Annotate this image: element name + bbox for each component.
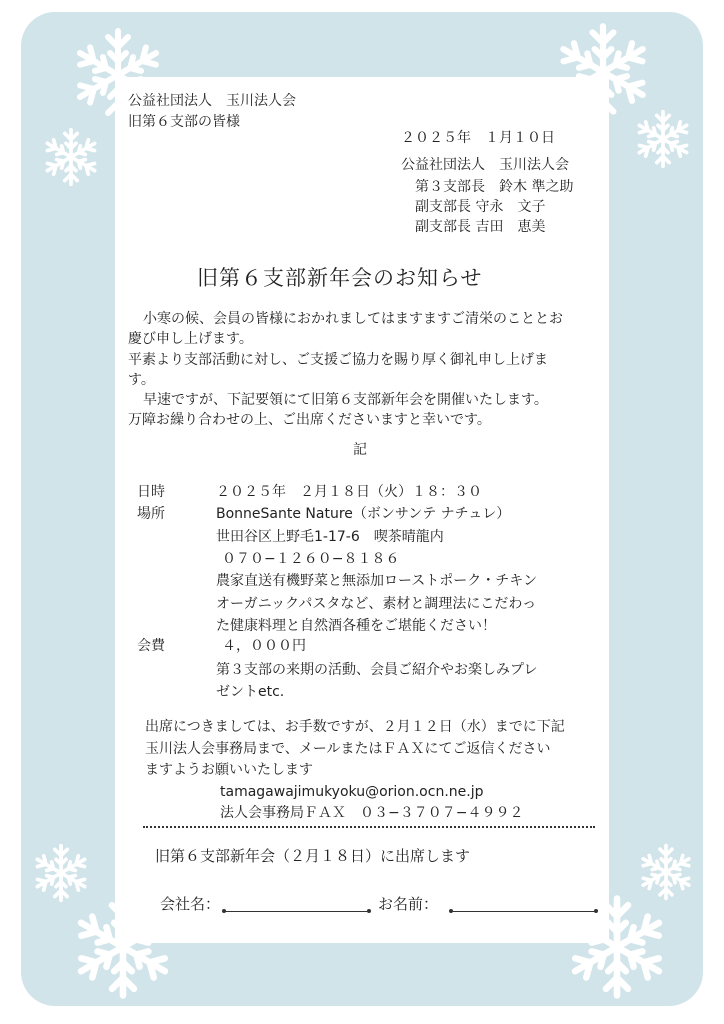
person-name-field[interactable] [451, 911, 596, 912]
body-line: 平素より支部活動に対し、ご支援ご協力を賜り厚く御礼申し上げま [128, 352, 548, 368]
place-description: た健康料理と自然酒各種をご堪能ください！ [216, 618, 496, 634]
ki-marker: 記 [353, 442, 367, 458]
place-description: オーガニックパスタなど、素材と調理法にこだわっ [216, 596, 537, 612]
reply-line: 玉川法人会事務局まで、メールまたはＦＡＸにてご返信ください [145, 741, 551, 757]
place-phone: ０７０−１２６０−８１８６ [222, 551, 400, 567]
body-line: 早速ですが、下記要領にて旧第６支部新年会を開催いたします。 [143, 392, 548, 408]
notice-title: 旧第６支部新年会のお知らせ [197, 266, 483, 290]
company-name-field[interactable] [224, 911, 369, 912]
place-name: BonneSante Nature（ボンサンテ ナチュレ） [216, 506, 511, 522]
recipient-org: 公益社団法人 玉川法人会 [128, 93, 296, 109]
reply-line: 出席につきましては、お手数ですが、２月１２日（水）までに下記 [145, 719, 565, 735]
person-name-label: お名前： [378, 895, 439, 913]
sender-org: 公益社団法人 玉川法人会 [401, 157, 569, 173]
recipient-group: 旧第６支部の皆様 [128, 114, 240, 130]
line-end-dot [367, 909, 371, 913]
attendance-statement: 旧第６支部新年会（２月１８日）に出席します [155, 847, 471, 865]
fee-note: 第３支部の来期の活動、会員ご紹介やお楽しみプレ [216, 662, 538, 678]
place-description: 農家直送有機野菜と無添加ローストポーク・チキン [216, 573, 538, 589]
snowflake-icon [40, 126, 102, 188]
body-line: 万障お繰り合わせの上、ご出席くださいますと幸いです。 [128, 412, 491, 428]
line-end-dot [594, 909, 598, 913]
fee-note: ゼントetc. [216, 684, 285, 700]
place-label: 場所 [137, 506, 165, 522]
datetime-value: ２０２５年 ２月１８日（火）１８：３０ [216, 484, 482, 500]
body-line: す。 [128, 372, 155, 388]
sender-vice-head-2: 副支部長 吉田 恵美 [415, 219, 546, 235]
company-name-label: 会社名： [160, 895, 221, 913]
issue-date: ２０２５年 １月１０日 [401, 130, 555, 146]
contact-email: tamagawajimukyoku@orion.ocn.ne.jp [220, 784, 484, 800]
snowflake-icon [632, 108, 694, 170]
datetime-label: 日時 [137, 484, 165, 500]
body-line: 小寒の候、会員の皆様におかれましてはますますご清栄のこととお [143, 311, 563, 327]
sender-vice-head-1: 副支部長 守永 文子 [415, 199, 546, 215]
place-address: 世田谷区上野毛1-17-6 喫茶晴龍内 [216, 529, 444, 545]
reply-line: ますようお願いいたします [145, 762, 313, 778]
fee-label: 会費 [137, 638, 165, 654]
fee-value: ４，０００円 [222, 638, 306, 654]
sender-branch-head: 第３支部長 鈴木 準之助 [415, 179, 574, 195]
contact-fax: 法人会事務局ＦＡＸ ０３−３７０７−４９９２ [220, 805, 524, 821]
cut-line [143, 826, 595, 828]
body-line: 慶び申し上げます。 [128, 331, 253, 347]
